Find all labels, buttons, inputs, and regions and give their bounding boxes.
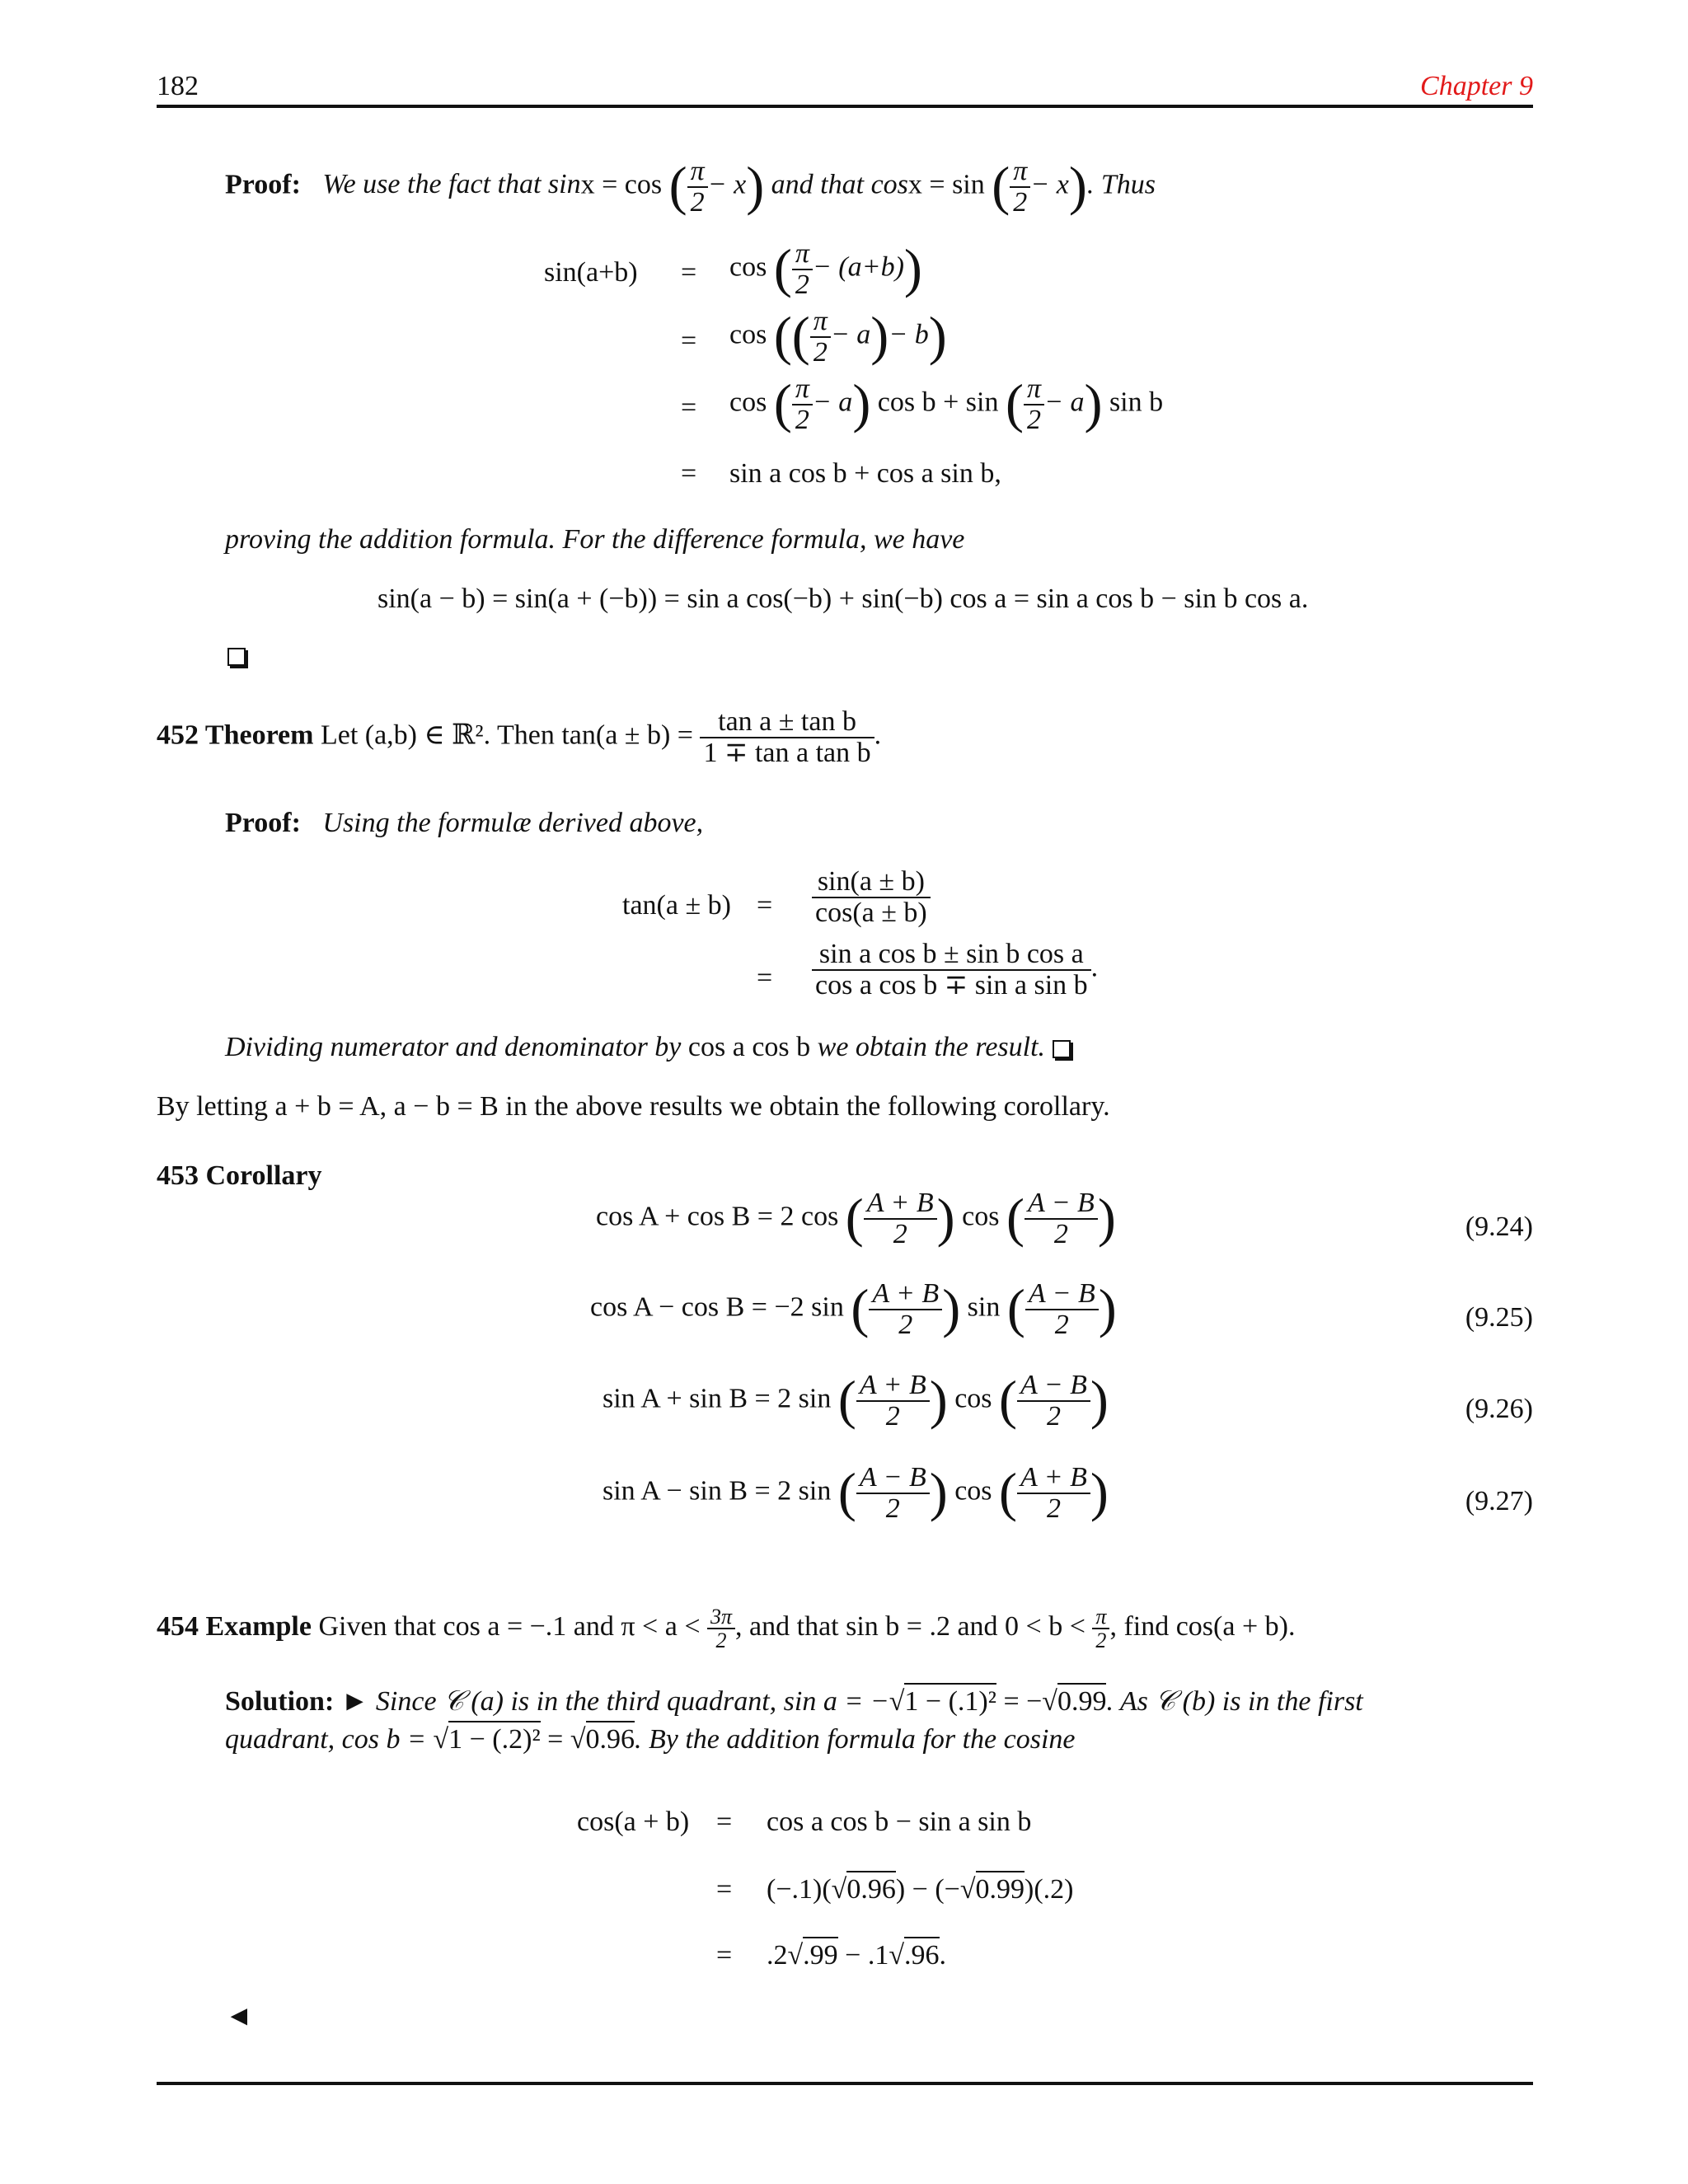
proof1-label: Proof: — [225, 169, 301, 200]
corollary-eq-2: cos A − cos B = −2 sin ( $\frac{A + B}{2}$ ) sin ( $\frac{A - B}{2}$ ) — [590, 1278, 1117, 1340]
cos-sum-step-2: (−.1)(√0.96) − (−√0.99)(.2) — [767, 1874, 1073, 1905]
solution-line-1: Solution: ► Since 𝒞 (a) is in the third quadrant, sin a = −√1 − (.1)² = −√0.99. As 𝒞 (b) is in the first — [225, 1686, 1363, 1718]
cos-sum-eq-2: = — [716, 1874, 733, 1905]
proof1-text-a: We use the fact that sin — [322, 169, 581, 200]
tan-eq-2: = — [757, 963, 773, 993]
tan-lhs: tan(a ± b) — [622, 890, 731, 921]
example-454-label: 454 Example — [157, 1611, 312, 1643]
sin-sum-eq-1: = — [681, 257, 697, 288]
equation-number-9-25: (9.25) — [1465, 1302, 1533, 1333]
equation-number-9-24: (9.24) — [1465, 1212, 1533, 1242]
end-of-solution-icon: ◄ — [225, 2001, 253, 2032]
corollary-453-label: 453 Corollary — [157, 1160, 322, 1191]
equation-number-9-27: (9.27) — [1465, 1486, 1533, 1516]
corollary-eq-4: sin A − sin B = 2 sin ( $\frac{A - B}{2}$ ) cos ( $\frac{A + B}{2}$ ) — [603, 1462, 1109, 1524]
proving-text: proving the addition formula. For the difference formula, we have — [225, 524, 965, 555]
theorem-452-text: Let (a,b) ∈ ℝ². Then tan(a ± b) = — [320, 719, 693, 751]
sin-sum-eq-4: = — [681, 458, 697, 489]
solution-line-2: quadrant, cos b = √1 − (.2)² = √0.96. By the addition formula for the cosine — [225, 1724, 1076, 1755]
theorem-452-label: 452 Theorem — [157, 719, 314, 751]
qed-box-2 — [1053, 1040, 1071, 1058]
cos-sum-lhs: cos(a + b) — [577, 1807, 690, 1837]
theorem-452-den: 1 ∓ tan a tan b — [700, 737, 874, 768]
corollary-eq-1: cos A + cos B = 2 cos ( $\frac{A + B}{2}$ ) cos ( $\frac{A - B}{2}$ ) — [596, 1188, 1116, 1249]
sin-sum-eq-2: = — [681, 326, 697, 356]
proof1-intro: Proof: We use the fact that sinx = cos ( $\frac{\pi}{2}$ − x) and that cosx = sin ( $\frac{\pi}{2}$ − x). Thus — [225, 156, 1156, 218]
proof2-label: Proof: — [225, 808, 301, 838]
theorem-452: 452 Theorem Let (a,b) ∈ ℝ². Then tan(a ± b) = $\frac{\text{tan a ± tan b}}{\text{1 ∓ tan a tan b}}$ . — [157, 706, 882, 768]
cos-sum-eq-1: = — [716, 1807, 733, 1837]
sin-sum-lhs: sin(a+b) — [544, 257, 638, 288]
tan-eq-1: = — [757, 890, 773, 921]
sin-sum-line-4: sin a cos b + cos a sin b, — [729, 458, 1001, 489]
sin-sum-line-2: cos (( $\frac{\pi}{2}$ − a)− b) — [729, 306, 947, 368]
solution-arrow-icon: ► — [340, 1686, 369, 1717]
tan-step-1: $\frac{\sin(a \pm b)}{\cos(a \pm b)}$ — [812, 867, 931, 927]
footer-rule — [157, 2082, 1533, 2085]
chapter-title: Chapter 9 — [1420, 71, 1533, 101]
header-rule — [157, 105, 1533, 108]
difference-formula: sin(a − b) = sin(a + (−b)) = sin a cos(−b) + sin(−b) cos a = sin a cos b − sin b cos a. — [377, 583, 1309, 614]
proof1-text-b: x = cos — [580, 169, 663, 200]
sin-sum-line-1: cos ( $\frac{\pi}{2}$ − (a+b)) — [729, 238, 922, 300]
example-454: 454 Example Given that cos a = −.1 and π < a < $\frac{3\pi}{2}$ , and that sin b = .2 and 0 < b < $\frac{\pi}{2}$ , find cos(a + b). — [157, 1605, 1296, 1653]
qed-box-1 — [227, 648, 246, 666]
equation-number-9-26: (9.26) — [1465, 1394, 1533, 1424]
cos-sum-step-3: .2√.99 − .1√.96. — [767, 1940, 946, 1971]
proof1-text-c: and that cos — [771, 169, 908, 200]
sin-sum-line-3: cos ( $\frac{\pi}{2}$ − a) cos b + sin ( $\frac{\pi}{2}$ − a) sin b — [729, 373, 1164, 435]
cos-sum-step-1: cos a cos b − sin a sin b — [767, 1807, 1032, 1837]
sin-sum-eq-3: = — [681, 392, 697, 423]
corollary-eq-3: sin A + sin B = 2 sin ( $\frac{A + B}{2}$ ) cos ( $\frac{A - B}{2}$ ) — [603, 1370, 1109, 1432]
proof2-closing: Dividing numerator and denominator by cos a cos b we obtain the result. — [225, 1032, 1071, 1063]
solution-label: Solution: — [225, 1686, 335, 1717]
letting-text: By letting a + b = A, a − b = B in the above results we obtain the following corollary. — [157, 1091, 1110, 1122]
proof1-text-d: x = sin — [907, 169, 985, 200]
cos-sum-eq-3: = — [716, 1940, 733, 1971]
tan-step-2: $\frac{\text{sin a cos b ± sin b cos a}}{\text{cos a cos b ∓ sin a sin b}}$ . — [812, 940, 1098, 1000]
proof2-intro — [225, 808, 703, 839]
proof1-text-e: . Thus — [1086, 169, 1156, 200]
proof2-text: Using the formulæ derived above, — [322, 808, 704, 838]
page-number: 182 — [157, 71, 199, 101]
theorem-452-num: tan a ± tan b — [718, 706, 856, 737]
